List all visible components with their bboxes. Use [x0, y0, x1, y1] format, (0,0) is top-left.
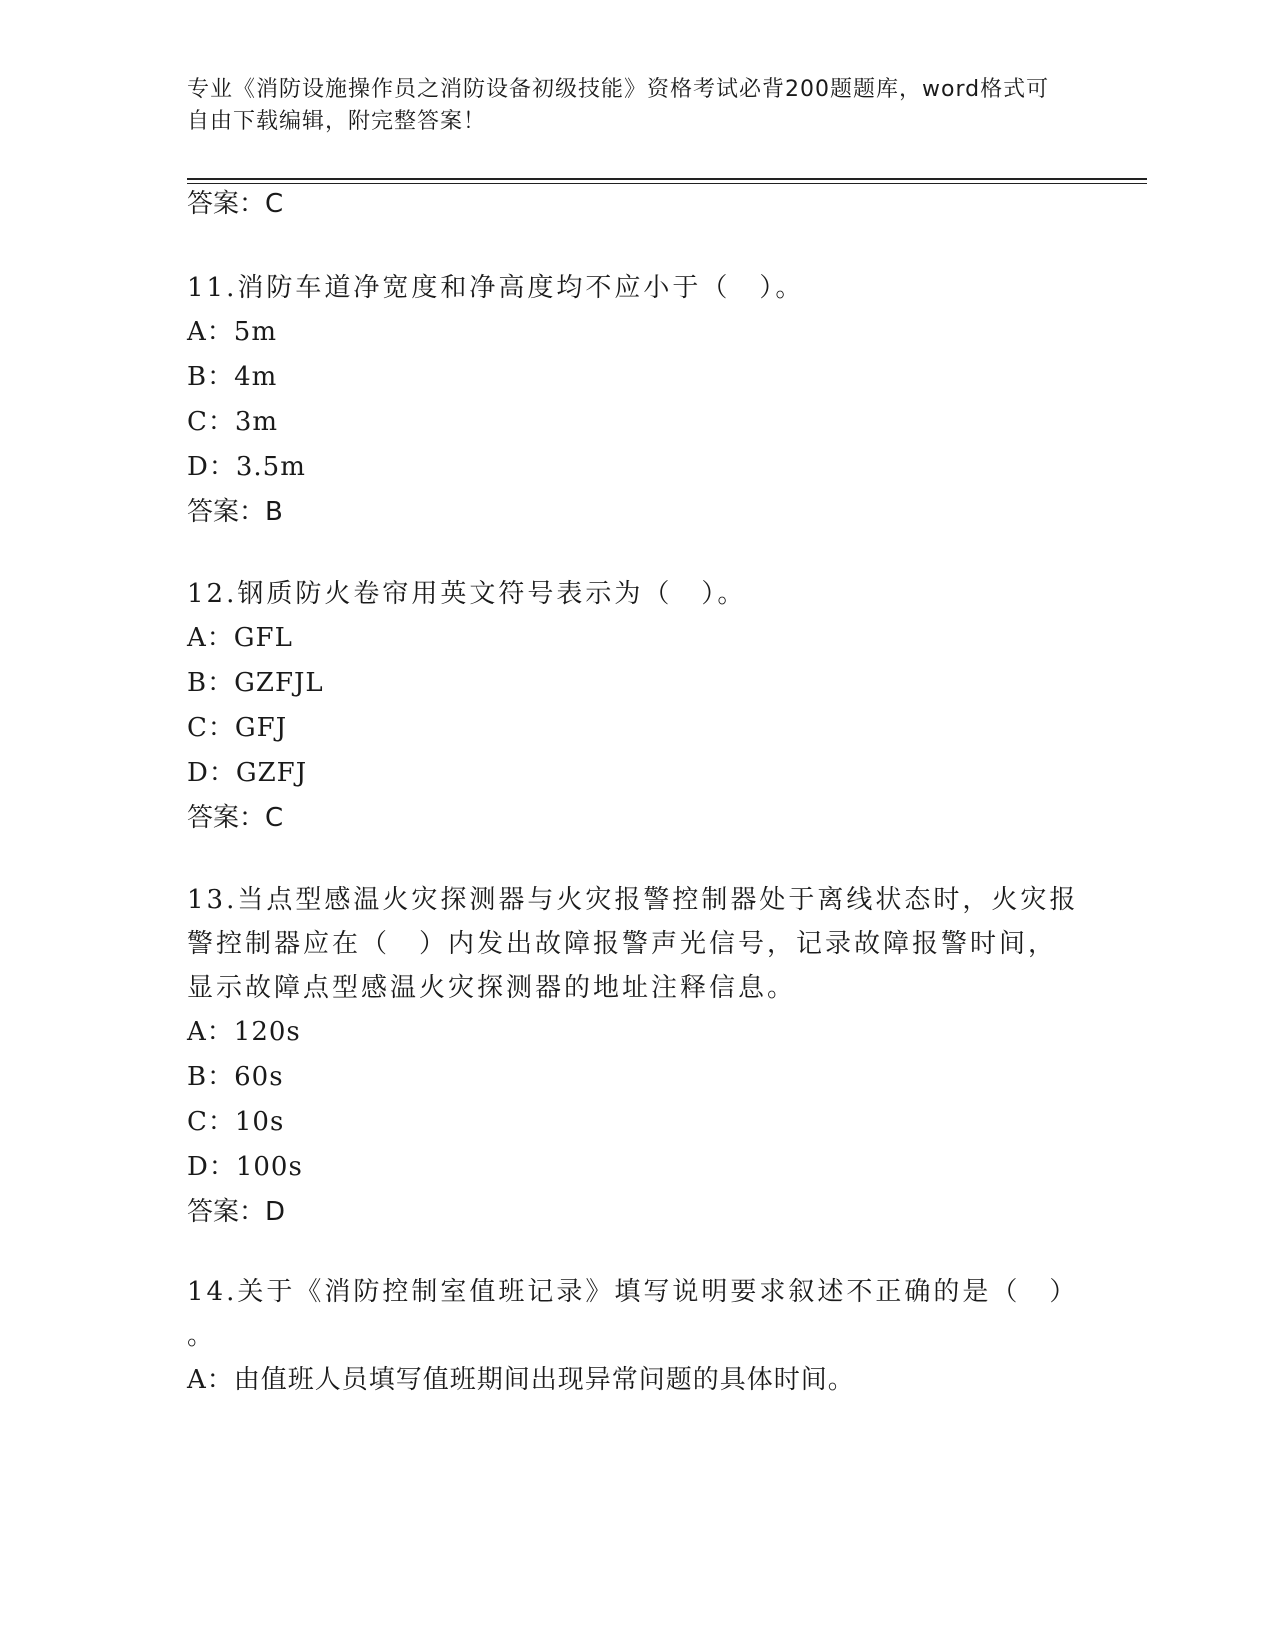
document-header: 专业《消防设施操作员之消防设备初级技能》资格考试必背200题题库，word格式可自由下载编辑，附完整答案！ — [187, 77, 1050, 134]
answer: 答案：B — [187, 497, 283, 527]
question-13 — [187, 878, 1087, 1228]
question-stem-line: 显示故障点型感温火灾探测器的地址注释信息。 — [187, 973, 797, 1003]
option-d: D：3.5m — [187, 452, 306, 482]
answer: 答案：C — [187, 803, 284, 833]
answer: 答案：D — [187, 1197, 286, 1227]
option-a: A：GFL — [187, 623, 293, 653]
option-a: A：由值班人员填写值班期间出现异常问题的具体时间。 — [187, 1365, 855, 1395]
question-14 — [187, 1270, 1087, 1403]
question-stem-line: 警控制器应在（ ）内发出故障报警声光信号，记录故障报警时间， — [187, 929, 1058, 959]
question-stem: 12.钢质防火卷帘用英文符号表示为（ ）。 — [187, 579, 747, 609]
answer-10: 答案：C — [187, 189, 284, 219]
option-a: A：120s — [187, 1017, 301, 1047]
header-rule-thin — [187, 183, 1147, 184]
option-a: A：5m — [187, 317, 277, 347]
option-b: B：GZFJL — [187, 668, 324, 698]
question-11 — [187, 266, 1087, 528]
option-b: B：60s — [187, 1062, 284, 1092]
question-stem-line: 14.关于《消防控制室值班记录》填写说明要求叙述不正确的是（ ） — [187, 1277, 1079, 1307]
option-c: C：3m — [187, 407, 279, 437]
question-stem: 11.消防车道净宽度和净高度均不应小于（ ）。 — [187, 273, 805, 303]
option-d: D：GZFJ — [187, 758, 308, 788]
option-b: B：4m — [187, 362, 278, 392]
option-c: C：GFJ — [187, 713, 288, 743]
question-stem-line: 。 — [187, 1321, 217, 1351]
question-stem-line: 13.当点型感温火灾探测器与火灾报警控制器处于离线状态时，火灾报 — [187, 885, 1079, 915]
option-c: C：10s — [187, 1107, 285, 1137]
option-d: D：100s — [187, 1152, 303, 1182]
header-rule-thick — [187, 178, 1147, 180]
question-12 — [187, 572, 1087, 834]
